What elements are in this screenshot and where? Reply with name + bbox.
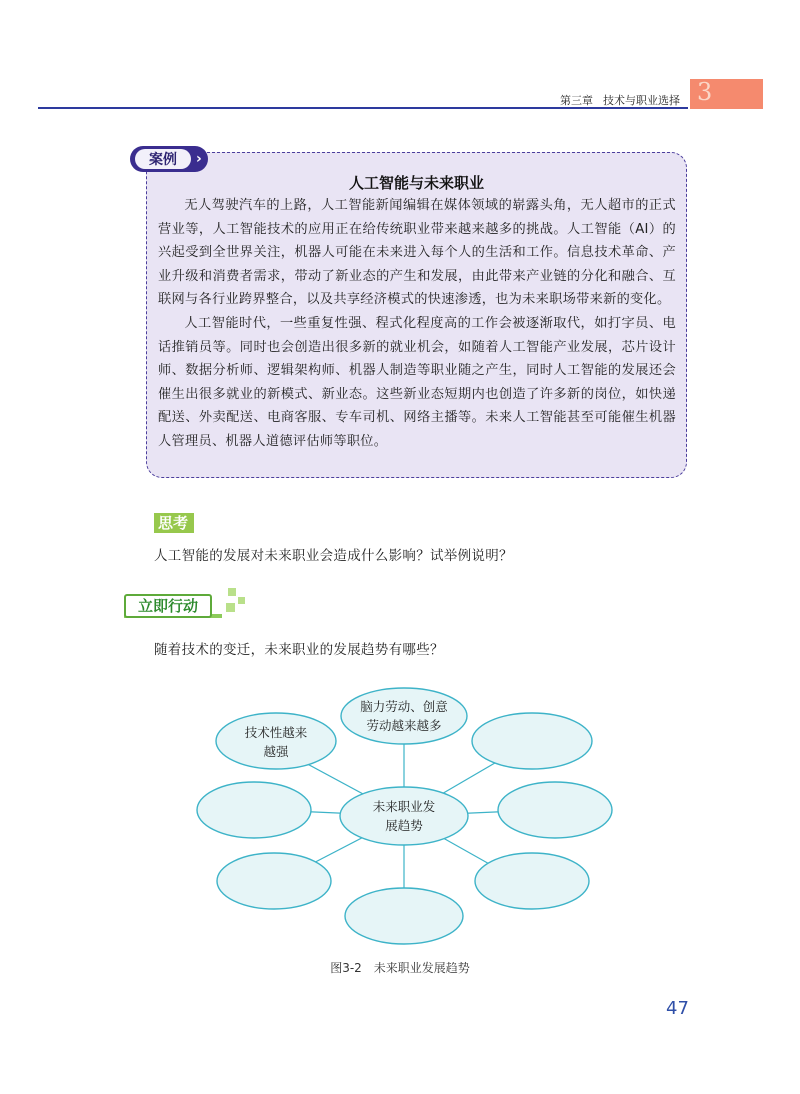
node-lower-left: [217, 853, 331, 909]
chevron-right-icon: ›: [196, 151, 202, 167]
think-question: 人工智能的发展对未来职业会造成什么影响？试举例说明？: [154, 548, 513, 564]
node-center: [340, 787, 468, 845]
node-center-line-2: 展趋势: [385, 818, 423, 833]
node-upper-left-line-1: 技术性越来: [244, 725, 308, 740]
header-chapter: 第三章: [560, 94, 593, 107]
node-upper-left: [216, 713, 336, 769]
node-top-line-1: 脑力劳动、创意: [360, 699, 448, 714]
caption-text: 未来职业发展趋势: [373, 961, 470, 975]
node-right: [498, 782, 612, 838]
node-center-line-1: 未来职业发: [372, 799, 436, 814]
node-top: [341, 688, 467, 744]
caption-label: 图3-2: [330, 961, 362, 975]
node-upper-left-line-2: 越强: [263, 744, 289, 759]
case-paragraph-2: 人工智能时代，一些重复性强、程式化程度高的工作会被逐渐取代，如打字员、电话推销员等。同时也会创造出很多新的就业机会，如随着人工智能产业发展，芯片设计师、数据分析师、逻辑架构师、机器人制造等职业随之产生，同时人工智能的发展还会催生出很多就业的新模式、新业态。这些新业态短期内也创造了许多新的岗位，如快递配送、外卖配送、电商客服、专车司机、网络主播等。未来人工智能甚至可能催生机器人管理员、机器人道德评估师等职位。: [158, 315, 676, 449]
think-label: 思考: [154, 513, 194, 533]
node-left: [197, 782, 311, 838]
node-top-line-2: 劳动越来越多: [366, 718, 442, 733]
act-label: 立即行动: [124, 594, 212, 618]
case-badge-label: 案例: [135, 149, 191, 169]
node-bottom: [345, 888, 463, 944]
node-upper-right: [472, 713, 592, 769]
act-question: 随着技术的变迁，未来职业的发展趋势有哪些？: [154, 642, 444, 658]
chapter-number: 3: [697, 78, 713, 106]
case-paragraph-1: 无人驾驶汽车的上路，人工智能新闻编辑在媒体领域的崭露头角，无人超市的正式营业等，人工智能技术的应用正在给传统职业带来越来越多的挑战。人工智能（AI）的兴起受到全世界关注，机器人可能在未来进入每个人的生活和工作。信息技术革命、产业升级和消费者需求，带动了新业态的产生和发展，由此带来产业链的分化和融合、互联网与各行业跨界整合，以及共享经济模式的快速渗透，也为未来职场带来新的变化。: [158, 198, 676, 308]
page-number: 47: [666, 998, 689, 1019]
header-chapter-title: 技术与职业选择: [603, 94, 680, 107]
node-lower-right: [475, 853, 589, 909]
case-title: 人工智能与未来职业: [348, 174, 484, 192]
figure-caption: [0, 959, 800, 976]
